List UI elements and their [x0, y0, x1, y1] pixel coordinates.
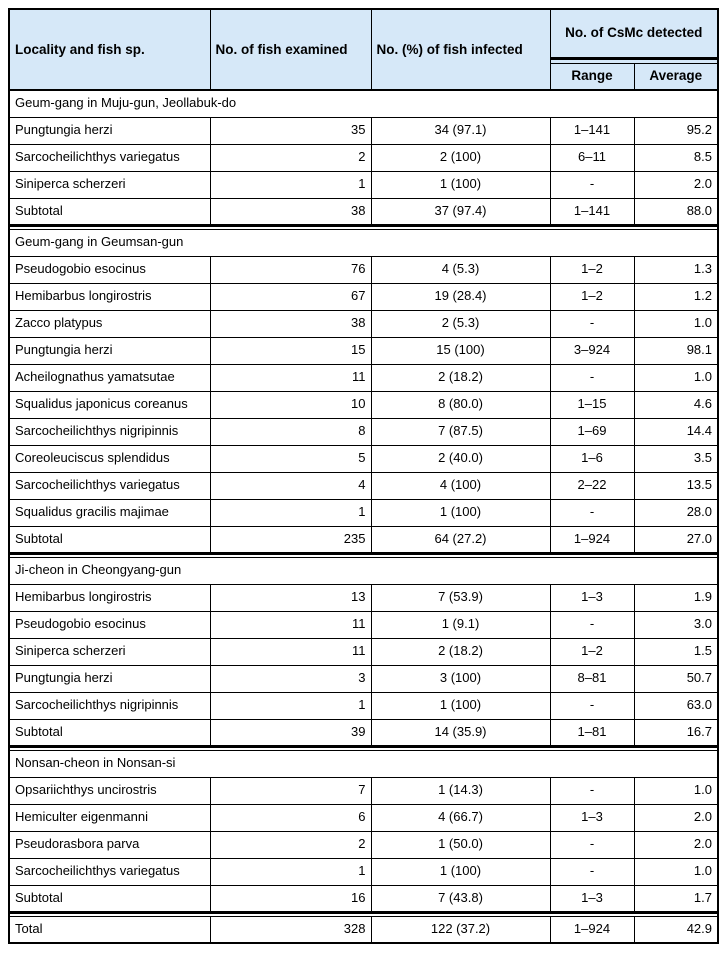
species-row — [9, 117, 718, 144]
species-cell: Subtotal — [9, 885, 210, 912]
species-row — [9, 831, 718, 858]
examined-cell: 16 — [210, 885, 371, 912]
table-header — [9, 9, 718, 90]
species-cell: Pseudogobio esocinus — [9, 256, 210, 283]
range-cell: - — [550, 858, 634, 885]
range-cell: 1–924 — [550, 526, 634, 553]
examined-cell: 13 — [210, 584, 371, 611]
range-cell: 1–6 — [550, 445, 634, 472]
average-cell: 27.0 — [634, 526, 718, 553]
species-cell: Pungtungia herzi — [9, 117, 210, 144]
examined-cell: 6 — [210, 804, 371, 831]
section-header-row — [9, 90, 718, 117]
average-cell: 1.3 — [634, 256, 718, 283]
average-cell: 16.7 — [634, 719, 718, 746]
infected-cell: 4 (100) — [371, 472, 550, 499]
species-cell: Pseudogobio esocinus — [9, 611, 210, 638]
col-header-csmc-group: No. of CsMc detected — [550, 9, 718, 58]
section-header-row — [9, 557, 718, 584]
average-cell: 2.0 — [634, 171, 718, 198]
examined-cell: 39 — [210, 719, 371, 746]
range-cell: 3–924 — [550, 337, 634, 364]
species-row — [9, 472, 718, 499]
infected-cell: 34 (97.1) — [371, 117, 550, 144]
species-row — [9, 256, 718, 283]
species-cell: Subtotal — [9, 526, 210, 553]
range-cell: 1–2 — [550, 638, 634, 665]
examined-cell: 2 — [210, 831, 371, 858]
species-cell: Squalidus japonicus coreanus — [9, 391, 210, 418]
average-cell: 4.6 — [634, 391, 718, 418]
average-cell: 50.7 — [634, 665, 718, 692]
examined-cell: 38 — [210, 198, 371, 225]
range-cell: - — [550, 364, 634, 391]
infected-cell: 122 (37.2) — [371, 916, 550, 943]
range-cell: - — [550, 499, 634, 526]
average-cell: 2.0 — [634, 804, 718, 831]
range-cell: 1–924 — [550, 916, 634, 943]
average-cell: 13.5 — [634, 472, 718, 499]
range-cell: - — [550, 777, 634, 804]
infected-cell: 19 (28.4) — [371, 283, 550, 310]
infected-cell: 2 (5.3) — [371, 310, 550, 337]
species-row — [9, 611, 718, 638]
range-cell: 1–2 — [550, 256, 634, 283]
col-header-infected: No. (%) of fish infected — [371, 9, 550, 90]
examined-cell: 2 — [210, 144, 371, 171]
species-cell: Hemibarbus longirostris — [9, 584, 210, 611]
range-cell: 2–22 — [550, 472, 634, 499]
average-cell: 1.9 — [634, 584, 718, 611]
examined-cell: 35 — [210, 117, 371, 144]
infected-cell: 2 (18.2) — [371, 638, 550, 665]
examined-cell: 11 — [210, 638, 371, 665]
species-cell: Sarcocheilichthys nigripinnis — [9, 692, 210, 719]
col-header-range: Range — [550, 63, 634, 90]
range-cell: - — [550, 310, 634, 337]
average-cell: 3.5 — [634, 445, 718, 472]
infected-cell: 4 (66.7) — [371, 804, 550, 831]
infected-cell: 2 (100) — [371, 144, 550, 171]
fish-infection-table — [8, 8, 719, 944]
average-cell: 1.0 — [634, 777, 718, 804]
section-locality: Nonsan-cheon in Nonsan-si — [9, 750, 718, 777]
species-row — [9, 364, 718, 391]
subtotal-row — [9, 526, 718, 553]
average-cell: 42.9 — [634, 916, 718, 943]
average-cell: 2.0 — [634, 831, 718, 858]
infected-cell: 2 (18.2) — [371, 364, 550, 391]
species-row — [9, 665, 718, 692]
section-locality: Geum-gang in Muju-gun, Jeollabuk-do — [9, 90, 718, 117]
species-cell: Coreoleuciscus splendidus — [9, 445, 210, 472]
subtotal-row — [9, 719, 718, 746]
examined-cell: 1 — [210, 499, 371, 526]
range-cell: - — [550, 611, 634, 638]
species-cell: Hemibarbus longirostris — [9, 283, 210, 310]
infected-cell: 37 (97.4) — [371, 198, 550, 225]
average-cell: 1.7 — [634, 885, 718, 912]
subtotal-row — [9, 885, 718, 912]
examined-cell: 3 — [210, 665, 371, 692]
infected-cell: 14 (35.9) — [371, 719, 550, 746]
examined-cell: 1 — [210, 171, 371, 198]
species-row — [9, 337, 718, 364]
range-cell: 1–69 — [550, 418, 634, 445]
examined-cell: 1 — [210, 858, 371, 885]
examined-cell: 15 — [210, 337, 371, 364]
examined-cell: 1 — [210, 692, 371, 719]
range-cell: 1–81 — [550, 719, 634, 746]
table-body — [9, 90, 718, 943]
range-cell: 1–3 — [550, 804, 634, 831]
examined-cell: 4 — [210, 472, 371, 499]
col-header-locality: Locality and fish sp. — [9, 9, 210, 90]
species-cell: Sarcocheilichthys variegatus — [9, 858, 210, 885]
species-row — [9, 171, 718, 198]
infected-cell: 15 (100) — [371, 337, 550, 364]
average-cell: 88.0 — [634, 198, 718, 225]
average-cell: 95.2 — [634, 117, 718, 144]
range-cell: 8–81 — [550, 665, 634, 692]
species-cell: Opsariichthys uncirostris — [9, 777, 210, 804]
range-cell: 1–2 — [550, 283, 634, 310]
average-cell: 1.0 — [634, 364, 718, 391]
range-cell: - — [550, 831, 634, 858]
species-cell: Total — [9, 916, 210, 943]
species-row — [9, 445, 718, 472]
species-row — [9, 418, 718, 445]
infected-cell: 4 (5.3) — [371, 256, 550, 283]
infected-cell: 2 (40.0) — [371, 445, 550, 472]
section-locality: Ji-cheon in Cheongyang-gun — [9, 557, 718, 584]
infected-cell: 1 (14.3) — [371, 777, 550, 804]
species-cell: Siniperca scherzeri — [9, 171, 210, 198]
examined-cell: 235 — [210, 526, 371, 553]
range-cell: - — [550, 171, 634, 198]
species-row — [9, 499, 718, 526]
species-cell: Subtotal — [9, 719, 210, 746]
species-cell: Acheilognathus yamatsutae — [9, 364, 210, 391]
range-cell: 1–3 — [550, 885, 634, 912]
section-header-row — [9, 750, 718, 777]
species-cell: Siniperca scherzeri — [9, 638, 210, 665]
species-cell: Sarcocheilichthys variegatus — [9, 472, 210, 499]
range-cell: 1–15 — [550, 391, 634, 418]
infected-cell: 8 (80.0) — [371, 391, 550, 418]
species-row — [9, 692, 718, 719]
range-cell: - — [550, 692, 634, 719]
average-cell: 14.4 — [634, 418, 718, 445]
species-cell: Pungtungia herzi — [9, 665, 210, 692]
infected-cell: 64 (27.2) — [371, 526, 550, 553]
examined-cell: 10 — [210, 391, 371, 418]
examined-cell: 5 — [210, 445, 371, 472]
subtotal-row — [9, 198, 718, 225]
average-cell: 1.0 — [634, 858, 718, 885]
species-cell: Sarcocheilichthys nigripinnis — [9, 418, 210, 445]
col-header-average: Average — [634, 63, 718, 90]
col-header-examined: No. of fish examined — [210, 9, 371, 90]
infected-cell: 1 (50.0) — [371, 831, 550, 858]
examined-cell: 67 — [210, 283, 371, 310]
average-cell: 98.1 — [634, 337, 718, 364]
infected-cell: 1 (9.1) — [371, 611, 550, 638]
examined-cell: 11 — [210, 364, 371, 391]
species-cell: Sarcocheilichthys variegatus — [9, 144, 210, 171]
total-row — [9, 916, 718, 943]
infected-cell: 3 (100) — [371, 665, 550, 692]
infected-cell: 1 (100) — [371, 692, 550, 719]
infected-cell: 1 (100) — [371, 499, 550, 526]
examined-cell: 7 — [210, 777, 371, 804]
species-cell: Hemiculter eigenmanni — [9, 804, 210, 831]
species-row — [9, 283, 718, 310]
average-cell: 1.5 — [634, 638, 718, 665]
average-cell: 3.0 — [634, 611, 718, 638]
species-row — [9, 391, 718, 418]
species-row — [9, 858, 718, 885]
infected-cell: 1 (100) — [371, 171, 550, 198]
infected-cell: 7 (53.9) — [371, 584, 550, 611]
species-row — [9, 584, 718, 611]
species-row — [9, 804, 718, 831]
species-cell: Pseudorasbora parva — [9, 831, 210, 858]
species-cell: Subtotal — [9, 198, 210, 225]
species-row — [9, 310, 718, 337]
species-row — [9, 144, 718, 171]
species-row — [9, 638, 718, 665]
examined-cell: 11 — [210, 611, 371, 638]
section-locality: Geum-gang in Geumsan-gun — [9, 229, 718, 256]
header-row-main — [9, 9, 718, 58]
average-cell: 28.0 — [634, 499, 718, 526]
species-cell: Zacco platypus — [9, 310, 210, 337]
range-cell: 6–11 — [550, 144, 634, 171]
range-cell: 1–3 — [550, 584, 634, 611]
examined-cell: 38 — [210, 310, 371, 337]
range-cell: 1–141 — [550, 198, 634, 225]
species-row — [9, 777, 718, 804]
infected-cell: 7 (43.8) — [371, 885, 550, 912]
infected-cell: 7 (87.5) — [371, 418, 550, 445]
species-cell: Squalidus gracilis majimae — [9, 499, 210, 526]
average-cell: 8.5 — [634, 144, 718, 171]
examined-cell: 328 — [210, 916, 371, 943]
examined-cell: 76 — [210, 256, 371, 283]
species-cell: Pungtungia herzi — [9, 337, 210, 364]
average-cell: 63.0 — [634, 692, 718, 719]
section-header-row — [9, 229, 718, 256]
infected-cell: 1 (100) — [371, 858, 550, 885]
average-cell: 1.0 — [634, 310, 718, 337]
range-cell: 1–141 — [550, 117, 634, 144]
average-cell: 1.2 — [634, 283, 718, 310]
examined-cell: 8 — [210, 418, 371, 445]
